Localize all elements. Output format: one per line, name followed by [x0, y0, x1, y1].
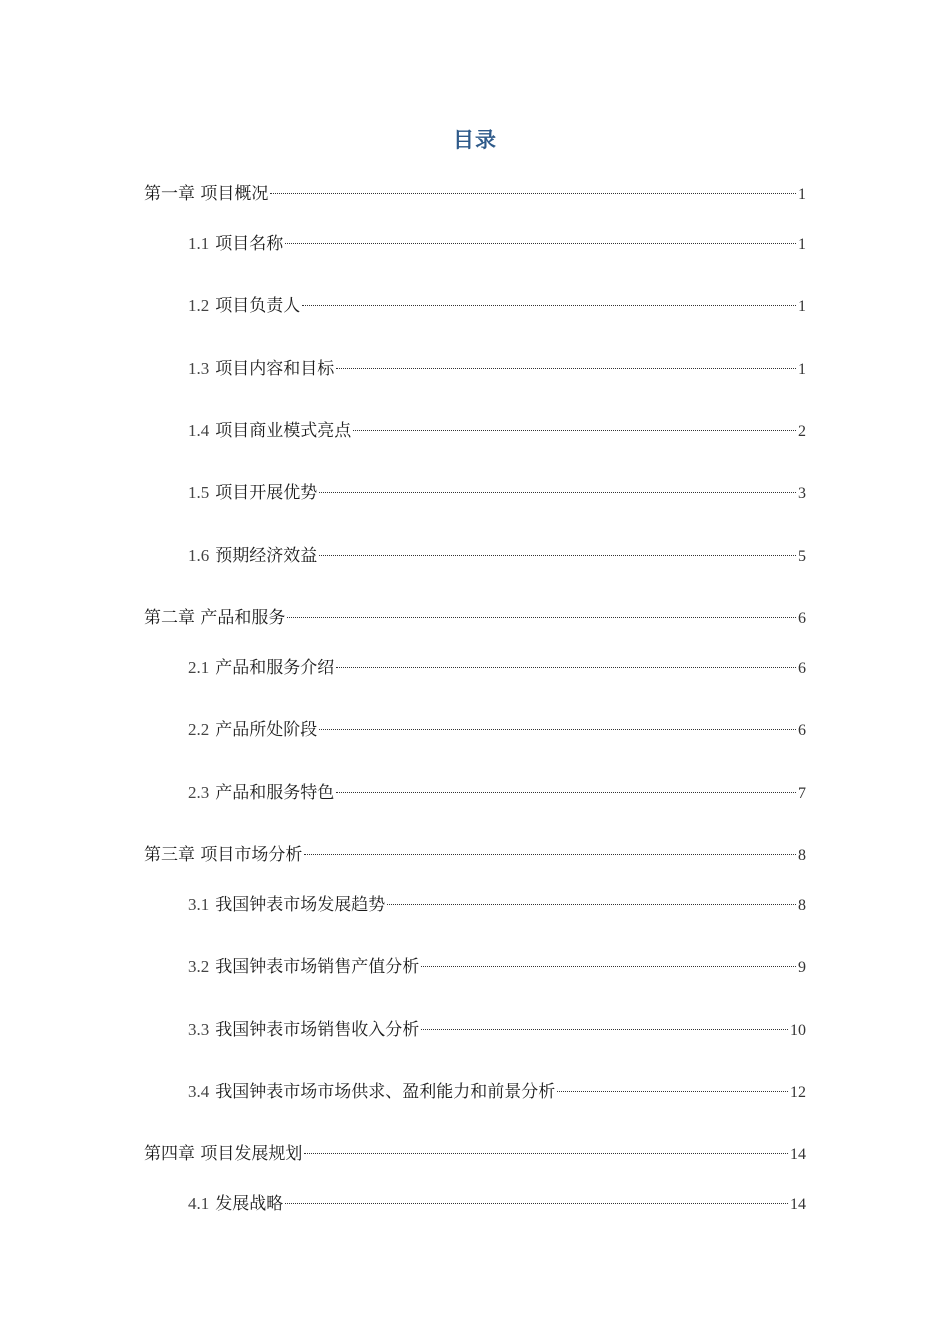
toc-entry-number: 3.2 [188, 957, 210, 976]
toc-entry-number: 1.2 [188, 296, 210, 315]
toc-entry[interactable] [188, 481, 806, 505]
toc-entry[interactable] [188, 955, 806, 979]
toc-entry-page: 1 [798, 361, 806, 378]
toc-entry-page: 6 [798, 722, 806, 739]
toc-entry-number: 1.5 [188, 483, 210, 502]
toc-entry[interactable] [144, 606, 806, 630]
toc-entry[interactable] [188, 232, 806, 256]
toc-entry[interactable] [188, 656, 806, 680]
toc-entry[interactable] [144, 182, 806, 206]
toc-entry-page: 6 [798, 660, 806, 677]
toc-entry[interactable] [188, 1018, 806, 1042]
toc-entry[interactable] [188, 419, 806, 443]
dot-leader [319, 555, 796, 556]
dot-leader [336, 368, 796, 369]
toc-entry-label: 发展战略 [215, 1194, 284, 1214]
toc-entry-page: 9 [798, 959, 806, 976]
dot-leader [304, 854, 796, 855]
toc-entry[interactable] [188, 1192, 806, 1216]
dot-leader [421, 1029, 788, 1030]
toc-entry-label: 我国钟表市场销售收入分析 [215, 1020, 420, 1040]
toc-entry-label: 产品和服务特色 [215, 783, 335, 803]
toc-entry-label: 第四章 项目发展规划 [144, 1144, 303, 1164]
toc-entry-page: 10 [790, 1022, 806, 1039]
toc-entry-number: 2.1 [188, 658, 210, 677]
dot-leader [287, 617, 796, 618]
toc-entry-page: 14 [790, 1146, 806, 1163]
toc-entry-number: 2.2 [188, 720, 210, 739]
toc-entry-label: 预期经济效益 [215, 546, 318, 566]
toc-entry-page: 6 [798, 610, 806, 627]
toc-entry-number: 3.4 [188, 1082, 210, 1101]
toc-entry[interactable] [144, 843, 806, 867]
toc-entry-number: 1.6 [188, 546, 210, 565]
toc-entry-page: 8 [798, 847, 806, 864]
dot-leader [285, 1203, 788, 1204]
dot-leader [304, 1153, 788, 1154]
toc-entry-label: 项目商业模式亮点 [215, 421, 352, 441]
toc-entry-number: 1.1 [188, 234, 210, 253]
toc-title: 目录 [453, 128, 497, 152]
dot-leader [319, 729, 796, 730]
toc-entry[interactable] [188, 294, 806, 318]
dot-leader [336, 667, 796, 668]
dot-leader [421, 966, 796, 967]
toc-entry-number: 3.1 [188, 895, 210, 914]
toc-entry-page: 3 [798, 485, 806, 502]
toc-entry-number: 1.3 [188, 359, 210, 378]
toc-entry-number: 1.4 [188, 421, 210, 440]
toc-entry-label: 我国钟表市场发展趋势 [215, 895, 386, 915]
dot-leader [270, 193, 796, 194]
toc-entry-label: 项目负责人 [215, 296, 301, 316]
toc-entry-page: 1 [798, 186, 806, 203]
toc-entry-page: 5 [798, 548, 806, 565]
toc-entry-page: 8 [798, 897, 806, 914]
dot-leader [319, 492, 796, 493]
toc-entry-number: 4.1 [188, 1194, 210, 1213]
toc-entry-page: 1 [798, 298, 806, 315]
dot-leader [557, 1091, 788, 1092]
toc-entry-label: 项目内容和目标 [215, 359, 335, 379]
dot-leader [353, 430, 796, 431]
toc-entry-label: 产品和服务介绍 [215, 658, 335, 678]
toc-entry-number: 3.3 [188, 1020, 210, 1039]
toc-entry-label: 第一章 项目概况 [144, 184, 269, 204]
toc-entry-page: 1 [798, 236, 806, 253]
toc-entry[interactable] [188, 1080, 806, 1104]
toc-entry-label: 项目名称 [215, 234, 284, 254]
toc-entry-label: 第三章 项目市场分析 [144, 845, 303, 865]
toc-entry-label: 第二章 产品和服务 [144, 608, 286, 628]
toc-entry[interactable] [144, 1142, 806, 1166]
dot-leader [387, 904, 796, 905]
toc-entry[interactable] [188, 357, 806, 381]
toc-entry-label: 产品所处阶段 [215, 720, 318, 740]
toc-entry[interactable] [188, 893, 806, 917]
dot-leader [285, 243, 796, 244]
toc-entry-number: 2.3 [188, 783, 210, 802]
toc-entry-page: 2 [798, 423, 806, 440]
toc-entry[interactable] [188, 544, 806, 568]
toc-entry-label: 我国钟表市场销售产值分析 [215, 957, 420, 977]
toc-entry-label: 我国钟表市场市场供求、盈利能力和前景分析 [215, 1082, 556, 1102]
dot-leader [336, 792, 796, 793]
toc-entry-page: 14 [790, 1196, 806, 1213]
toc-entry[interactable] [188, 718, 806, 742]
toc-entry-label: 项目开展优势 [215, 483, 318, 503]
toc-entry-page: 7 [798, 785, 806, 802]
toc-entry[interactable] [188, 781, 806, 805]
toc-entry-page: 12 [790, 1084, 806, 1101]
dot-leader [302, 305, 796, 306]
